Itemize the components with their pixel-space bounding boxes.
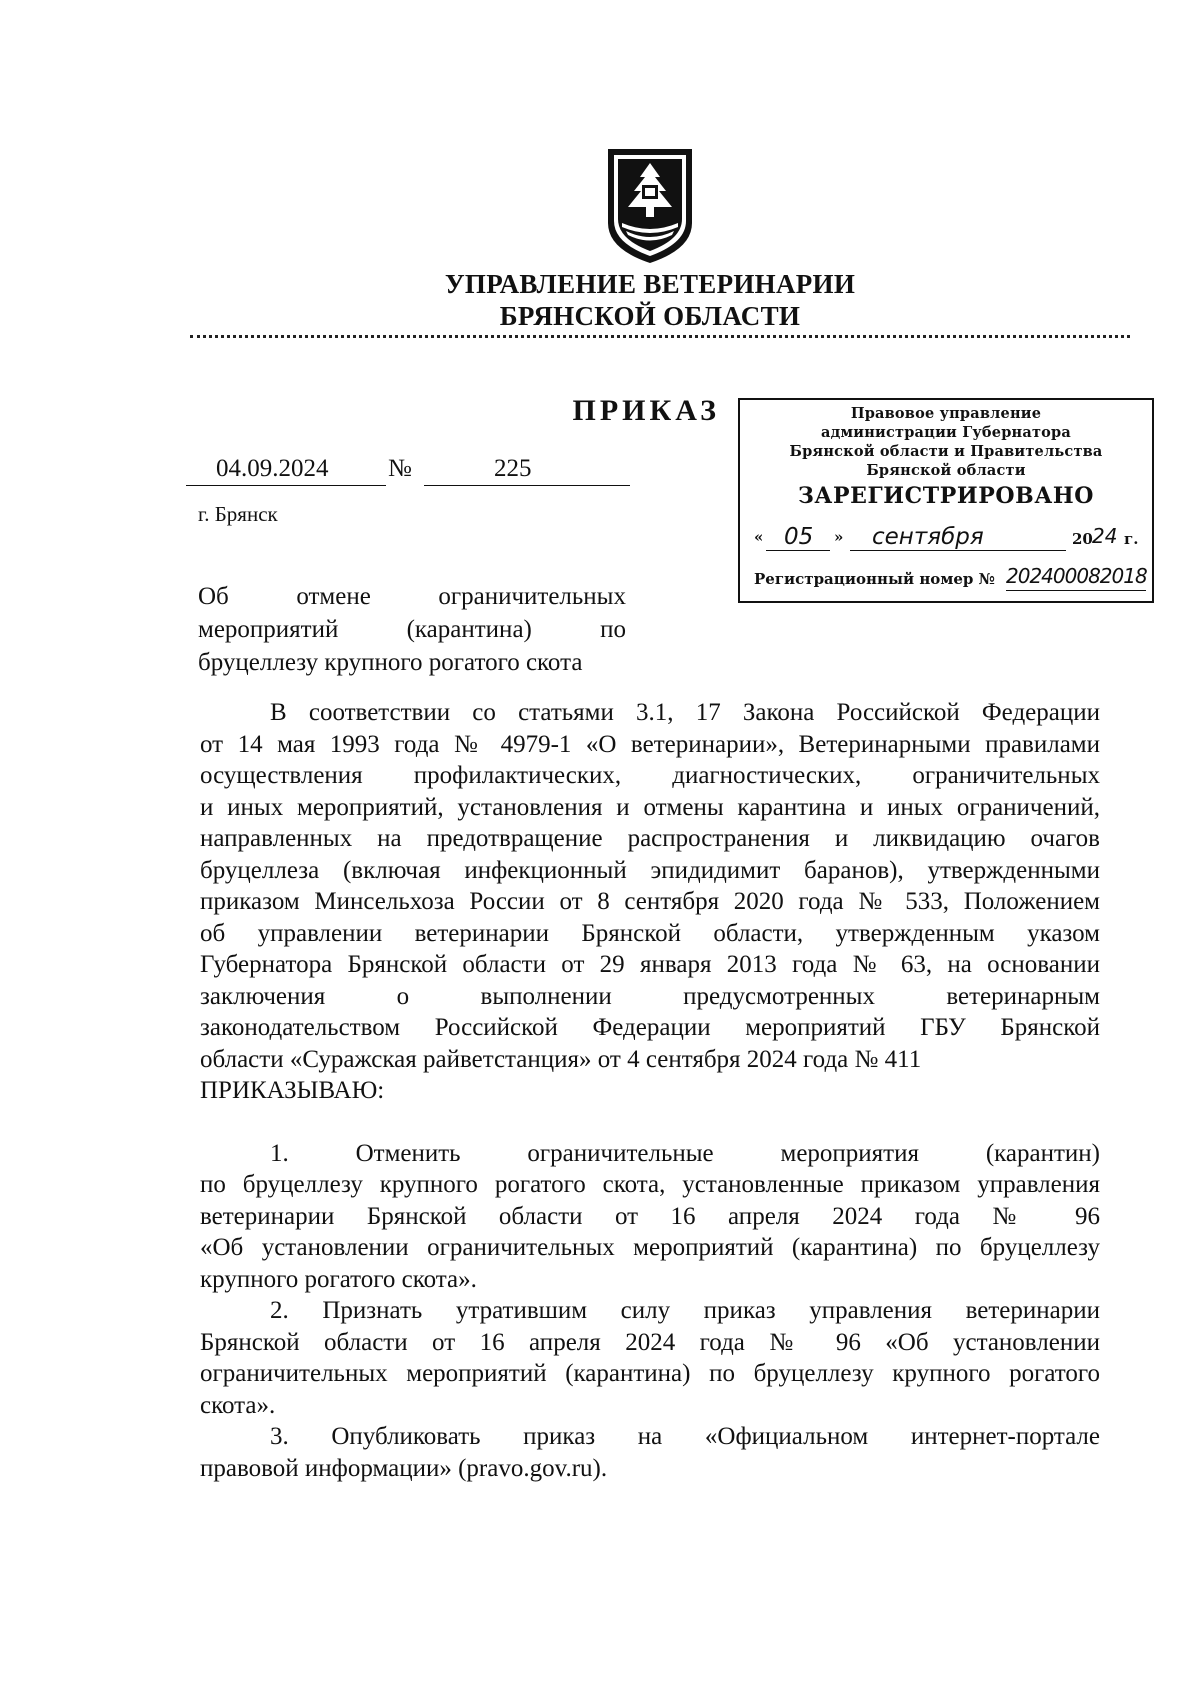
stamp-year-unit: г. xyxy=(1124,530,1139,548)
item-line: ограничительных мероприятий (карантина) по бруцеллезу крупного рогатого xyxy=(200,1360,1100,1387)
subject-word: по xyxy=(600,616,626,643)
preamble-line: об управлении ветеринарии Брянской области, утвержденным указом xyxy=(200,919,1100,947)
subject-word: Об xyxy=(198,583,229,610)
order-date: 04.09.2024 xyxy=(216,455,329,482)
item-line: крупного рогатого скота». xyxy=(200,1265,477,1293)
item-line: скота». xyxy=(200,1391,276,1419)
preamble-line: Губернатора Брянской области от 29 января 2013 года № 63, на основании xyxy=(200,951,1100,978)
order-body xyxy=(200,697,1100,1484)
subject-line2 xyxy=(198,613,626,646)
stamp-year-prefix: 20 xyxy=(1072,530,1093,548)
stamp-org-line: Брянской области xyxy=(866,462,1026,479)
item-line: Брянской области от 16 апреля 2024 года № 96 «Об установлении xyxy=(200,1328,1100,1356)
order-title: ПРИКАЗ xyxy=(572,394,720,427)
order-item-2 xyxy=(200,1295,1100,1421)
organization-title xyxy=(300,268,1000,332)
registration-stamp xyxy=(738,398,1154,603)
order-item-3 xyxy=(200,1421,1100,1484)
order-item-1 xyxy=(200,1138,1100,1296)
order-number-sign: № xyxy=(388,455,412,482)
subject-word: ограничительных xyxy=(438,583,626,610)
coat-of-arms-emblem xyxy=(600,145,700,267)
organization-title-line1: УПРАВЛЕНИЕ ВЕТЕРИНАРИИ xyxy=(444,269,856,299)
preamble-line: направленных на предотвращение распространения и ликвидацию очагов xyxy=(200,825,1100,852)
order-subject xyxy=(198,580,626,679)
subject-line3: бруцеллезу крупного рогатого скота xyxy=(198,649,583,676)
preamble-line: от 14 мая 1993 года № 4979-1 «О ветеринарии», Ветеринарными правилами xyxy=(200,730,1100,758)
header-divider xyxy=(190,335,1130,338)
subject-line1 xyxy=(198,580,626,613)
item-line: ветеринарии Брянской области от 16 апреля 2024 года № 96 xyxy=(200,1202,1100,1230)
preamble-paragraph xyxy=(200,697,1100,1107)
preamble-line: В соответствии со статьями 3.1, 17 Закона Российской Федерации xyxy=(270,699,1100,726)
stamp-org-line: администрации Губернатора xyxy=(821,424,1071,441)
preamble-line: осуществления профилактических, диагностических, ограничительных xyxy=(200,762,1100,789)
item-line: 2. Признать утратившим силу приказ управления ветеринарии xyxy=(270,1297,1100,1324)
preamble-line: заключения о выполнении предусмотренных ветеринарным xyxy=(200,982,1100,1010)
item-line: 1. Отменить ограничительные мероприятия (карантин) xyxy=(270,1139,1100,1167)
order-command: ПРИКАЗЫВАЮ: xyxy=(200,1077,385,1104)
stamp-date-line xyxy=(754,524,1144,558)
subject-word: (карантина) xyxy=(406,616,532,643)
stamp-reg-number: 202400082018 xyxy=(1006,564,1147,588)
order-date-number-row xyxy=(186,455,630,489)
item-line: по бруцеллезу крупного рогатого скота, установленные приказом управления xyxy=(200,1171,1100,1198)
subject-word: отмене xyxy=(296,583,371,610)
preamble-line: приказом Минсельхоза России от 8 сентября 2020 года № 533, Положением xyxy=(200,888,1100,915)
preamble-line: области «Суражская райветстанция» от 4 сентября 2024 года № 411 xyxy=(200,1045,922,1073)
item-line: «Об установлении ограничительных мероприятий (карантина) по бруцеллезу xyxy=(200,1234,1100,1261)
stamp-org-line: Правовое управление xyxy=(850,405,1042,422)
order-number: 225 xyxy=(494,455,532,482)
stamp-year-suffix: 24 xyxy=(1092,524,1118,548)
stamp-day: 05 xyxy=(784,524,814,550)
stamp-registration-number-line xyxy=(754,564,1149,598)
subject-word: мероприятий xyxy=(198,616,339,643)
stamp-reg-label: Регистрационный номер № xyxy=(754,570,995,588)
stamp-month: сентября xyxy=(872,524,984,550)
stamp-quote-open: « xyxy=(754,528,764,546)
stamp-quote-close: » xyxy=(834,528,844,546)
preamble-line: законодательством Российской Федерации мероприятий ГБУ Брянской xyxy=(200,1014,1100,1041)
organization-title-line2: БРЯНСКОЙ ОБЛАСТИ xyxy=(499,301,801,331)
preamble-line: бруцеллеза (включая инфекционный эпидидимит баранов), утвержденными xyxy=(200,856,1100,884)
stamp-organization xyxy=(740,404,1152,480)
item-line: правовой информации» (pravo.gov.ru). xyxy=(200,1454,608,1482)
stamp-org-line: Брянской области и Правительства xyxy=(789,443,1103,460)
stamp-status: ЗАРЕГИСТРИРОВАНО xyxy=(797,483,1095,509)
preamble-line: и иных мероприятий, установления и отмены карантина и иных ограничений, xyxy=(200,793,1100,821)
item-line: 3. Опубликовать приказ на «Официальном интернет-портале xyxy=(270,1423,1100,1450)
order-city: г. Брянск xyxy=(198,502,278,526)
